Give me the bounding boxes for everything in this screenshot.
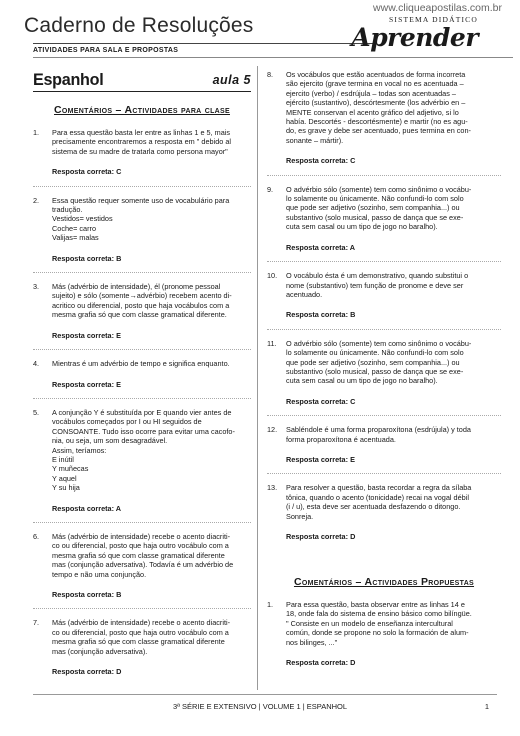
item-separator — [267, 415, 501, 416]
exercise-item — [267, 185, 501, 252]
page-title: Caderno de Resoluções — [24, 14, 254, 37]
footer-divider — [33, 694, 497, 695]
exercise-text-line: ejército (sustantivo), descórtesmente (los advérbio en – — [286, 98, 466, 108]
item-separator — [267, 473, 501, 474]
exercise-text-line: Coche= carro — [52, 223, 97, 233]
exercise-list-clase-continued — [267, 70, 501, 541]
exercise-text-line: lo solamente ou únicamente. Não confundi-lo com solo — [286, 194, 464, 204]
answer-label: Resposta correta: C — [52, 167, 122, 177]
answer-label: Resposta correta: E — [52, 379, 121, 389]
exercise-text-line: sujeito) e sólo (somente→advérbio) recebem acento di- — [52, 291, 232, 301]
answer-label: Resposta correta: C — [286, 156, 356, 166]
item-separator — [33, 608, 251, 609]
exercise-number: 1. — [267, 600, 274, 609]
exercise-text-line: que pode ser adjetivo (sozinho, sem companhia...) ou — [286, 357, 460, 367]
exercise-item — [33, 359, 251, 389]
answer-label: Resposta correta: B — [52, 253, 122, 263]
exercise-text-line: mas (conjunção adversativa). Todavía é um advérbio de — [52, 560, 234, 570]
page-number: 1 — [484, 702, 489, 711]
exercise-number: 8. — [267, 70, 274, 79]
subject-header — [33, 70, 251, 92]
answer-label: Resposta correta: E — [52, 330, 121, 340]
exercise-text-line: " Consiste en un modelo de enseñanza intercultural — [286, 618, 453, 628]
answer-label: Resposta correta: A — [286, 242, 356, 252]
exercise-item — [33, 282, 251, 340]
exercise-text-line: sonante – mártir). — [286, 135, 344, 145]
exercise-text-line: precisamente encontraremos a resposta em " debido al — [52, 137, 232, 147]
exercise-number: 2. — [33, 195, 40, 205]
exercise-number: 3. — [33, 282, 40, 292]
exercise-number: 4. — [33, 359, 40, 369]
exercise-text-line: acritico ou diferencial, posto que haja vocábulos com a — [52, 300, 230, 310]
exercise-number: 9. — [267, 184, 274, 194]
exercise-item — [267, 70, 501, 166]
answer-label: Resposta correta: D — [52, 667, 122, 677]
item-separator — [33, 398, 251, 399]
section-heading-propuestas: Comentários – Actividades Propuestas — [293, 576, 475, 588]
exercise-text-line: acentuado. — [286, 289, 323, 299]
exercise-text-line: mesma grafia só que com classe gramatical diferente — [52, 550, 225, 560]
subject-title: Espanhol — [33, 70, 104, 89]
exercise-item — [267, 483, 501, 541]
header-divider — [33, 43, 373, 44]
exercise-text-line: Assim, teríamos: — [52, 445, 107, 455]
logo-tagline: SISTEMA DIDÁTICO — [389, 15, 478, 24]
footer-text: 3ª SÉRIE E EXTENSIVO | VOLUME 1 | ESPANHOL — [172, 702, 348, 711]
right-column — [267, 70, 501, 541]
exercise-number: 7. — [33, 618, 40, 628]
exercise-text-line: había. Descortés - descortésmente) e martir (no es agu- — [286, 117, 468, 127]
exercise-text-line: común, donde se propone no solo la formación de alum- — [286, 628, 469, 638]
exercise-list-propuestas — [267, 600, 501, 667]
exercise-text-line: cuta sem casal ou um tipo de jogo no baralho). — [286, 376, 438, 386]
exercise-text-line: Y muñecas — [52, 464, 89, 474]
item-separator — [33, 522, 251, 523]
exercise-text-line: MENTE conservan el acento gráfico del adjetivo, si lo — [286, 107, 459, 117]
exercise-text-line: Para essa questão, basta observar entre as linhas 14 e — [286, 600, 465, 609]
exercise-item — [267, 339, 501, 406]
exercise-text-line: 18, onde fala do sistema de ensino básico como bilíngüe. — [286, 609, 472, 619]
exercise-item — [267, 600, 501, 667]
exercise-text-line: Valijas= malas — [52, 233, 99, 243]
exercise-text-line: Más (advérbio de intensidade), él (pronome pessoal — [52, 282, 221, 292]
exercise-text-line: nome (substantivo) tem função de pronome e deve ser — [286, 280, 464, 290]
exercise-text-line: E inútil — [52, 454, 74, 464]
left-column — [33, 70, 251, 676]
brand-logo — [351, 15, 500, 57]
exercise-text-line: Mientras é um advérbio de tempo e significa enquanto. — [52, 359, 230, 369]
exercise-text-line: tradução. — [52, 205, 83, 215]
propuestas-section — [267, 576, 501, 667]
exercise-text-line: Essa questão requer somente uso de vocabulário para — [52, 195, 230, 205]
exercise-text-line: do, es grave y debe ser acentuado, pues termina en con- — [286, 126, 471, 136]
exercise-text-line: ejercito (verbo) / esdrújula – todas son acentuadas – — [286, 88, 456, 98]
exercise-item — [33, 408, 251, 513]
exercise-number: 10. — [267, 271, 278, 281]
item-separator — [33, 186, 251, 187]
exercise-text-line: O vocábulo ésta é um demonstrativo, quando substitui o — [286, 271, 469, 281]
exercise-text-line: CONSOANTE. Tudo isso ocorre para evitar uma cacofo- — [52, 426, 235, 436]
exercise-text-line: mas (conjunção adversativa). — [52, 646, 148, 656]
exercise-number: 11. — [267, 338, 277, 348]
exercise-text-line: (i / u), esta deve ser acentuada desfazendo o ditongo. — [286, 502, 461, 512]
exercise-text-line: vocábulos começados por I ou HI seguidos de — [52, 417, 202, 427]
item-separator — [267, 261, 501, 262]
column-divider — [257, 66, 258, 690]
answer-label: Resposta correta: A — [52, 503, 122, 513]
answer-label: Resposta correta: B — [52, 590, 122, 599]
exercise-number: 6. — [33, 531, 40, 541]
exercise-text-line: co ou diferencial, posto que haja outro vocábulo com a — [52, 627, 229, 637]
exercise-text-line: nia, ou seja, um som desagradável. — [52, 436, 168, 446]
exercise-number: 13. — [267, 483, 278, 493]
exercise-number: 5. — [33, 407, 40, 417]
answer-label: Resposta correta: D — [286, 658, 356, 668]
exercise-text-line: que pode ser adjetivo (sozinho, sem companhia...) ou — [286, 203, 460, 213]
answer-label: Resposta correta: C — [286, 396, 356, 406]
exercise-item — [33, 196, 251, 263]
exercise-text-line: substantivo (solo musical, passo de dança que se exe- — [286, 366, 464, 376]
site-url[interactable]: www.cliqueapostilas.com.br — [373, 2, 502, 14]
exercise-text-line: são ejercito (grave termina en vocal no es acentuada – — [286, 79, 464, 89]
exercise-text-line: Y su hija — [52, 483, 80, 493]
item-separator — [33, 272, 251, 273]
exercise-text-line: A conjunção Y é substituída por E quando vier antes de — [52, 407, 232, 417]
exercise-text-line: tempo e não uma conjunção. — [52, 569, 147, 579]
exercise-text-line: tônica, quando o acento (tonicidade) recai na vogal débil — [286, 492, 469, 502]
answer-label: Resposta correta: D — [286, 532, 356, 541]
header-bottom-divider — [33, 57, 513, 58]
page-subtitle: ATIVIDADES PARA SALA E PROPOSTAS — [33, 47, 179, 54]
lesson-label: aula 5 — [212, 73, 251, 87]
exercise-text-line: substantivo (solo musical, passo de dança que se exe- — [286, 212, 464, 222]
exercise-text-line: Más (advérbio de intensidade) recebe o acento diacriti- — [52, 531, 231, 541]
exercise-text-line: Vestidos= vestidos — [52, 214, 113, 224]
exercise-text-line: mesma grafia só que com classe gramatical diferente — [52, 637, 225, 647]
exercise-item — [33, 128, 251, 177]
exercise-text-line: sistema de su madre de tratarla como persona mayor" — [52, 146, 228, 156]
exercise-text-line: Y aquel — [52, 473, 77, 483]
exercise-text-line: Sabléndole é uma forma proparoxítona (esdrújula) y toda — [286, 425, 471, 435]
exercise-text-line: cuta sem casal ou um tipo de jogo no baralho). — [286, 222, 438, 232]
answer-label: Resposta correta: B — [286, 310, 356, 320]
exercise-item — [33, 618, 251, 676]
exercise-text-line: Os vocábulos que estão acentuados de forma incorreta — [286, 70, 466, 79]
exercise-item — [33, 532, 251, 599]
exercise-list-clase — [33, 128, 251, 676]
exercise-text-line: forma proparoxítona é acentuada. — [286, 434, 396, 444]
exercise-number: 12. — [267, 425, 278, 435]
item-separator — [33, 349, 251, 350]
exercise-text-line: lo solamente ou únicamente. Não confundi-lo com solo — [286, 348, 464, 358]
item-separator — [267, 175, 501, 176]
exercise-text-line: mesma grafia só que com classe gramatical diferente. — [52, 310, 227, 320]
exercise-text-line: O advérbio sólo (somente) tem como sinônimo o vocábu- — [286, 184, 472, 194]
exercise-number: 1. — [33, 128, 40, 137]
exercise-text-line: O advérbio sólo (somente) tem como sinônimo o vocábu- — [286, 338, 472, 348]
exercise-text-line: Sonreja. — [286, 511, 314, 521]
exercise-text-line: Para essa questão basta ler entre as linhas 1 e 5, mais — [52, 128, 231, 137]
item-separator — [267, 329, 501, 330]
exercise-text-line: nos bilinges, ..." — [286, 637, 338, 647]
exercise-item — [267, 425, 501, 464]
logo-wordmark: Aprender — [351, 23, 478, 52]
exercise-item — [267, 271, 501, 320]
exercise-text-line: co ou diferencial, posto que haja outro vocábulo com a — [52, 541, 229, 551]
exercise-text-line: Para resolver a questão, basta recordar a regra da sílaba — [286, 483, 472, 493]
answer-label: Resposta correta: E — [286, 454, 355, 464]
section-heading-clase: Comentários – Actividades para clase — [54, 104, 230, 116]
exercise-text-line: Más (advérbio de intensidade) recebe o acento diacriti- — [52, 618, 231, 628]
